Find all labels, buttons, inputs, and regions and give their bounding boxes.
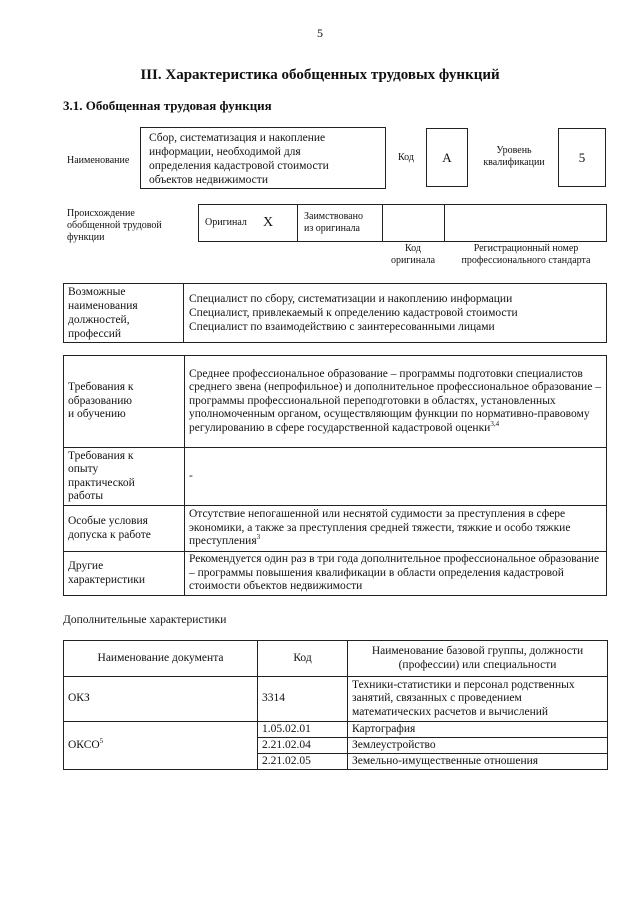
column-header: Наименование документа: [64, 641, 258, 677]
requirement-label: Другие характеристики: [64, 552, 185, 596]
positions-table: [63, 283, 607, 343]
position-item: Специалист по сбору, систематизации и накоплению информации: [189, 293, 513, 305]
original-cell: [198, 204, 298, 242]
page-number: 5: [317, 26, 323, 40]
level-value: 5: [578, 150, 586, 165]
table-row: [64, 677, 608, 722]
requirement-label: Требования к опыту практической работы: [64, 448, 185, 506]
footnote-ref: 3: [256, 533, 261, 542]
original-mark: X: [263, 215, 274, 230]
column-header: Код: [258, 641, 348, 677]
requirement-row: [64, 356, 607, 448]
position-item: Специалист по взаимодействию с заинтересованными лицами: [189, 321, 495, 333]
code-cell: 2.21.02.04: [258, 738, 348, 754]
code-cell: 2.21.02.05: [258, 754, 348, 770]
requirement-value: Рекомендуется один раз в три года дополнительное профессиональное образование – программы повышения квалификации в области определения кадастровой стоимости объектов недвижимости: [185, 552, 607, 596]
original-label: Оригинал: [205, 217, 247, 228]
additional-table: [63, 640, 608, 770]
requirement-label: Особые условия допуска к работе: [64, 506, 185, 552]
code-box: [426, 128, 468, 187]
doc-text: ОКСО: [68, 738, 100, 751]
subsection-title: 3.1. Обобщенная трудовая функция: [63, 98, 272, 113]
doc-cell: ОКЗ: [64, 677, 258, 722]
origin-label: Происхождение обобщенной трудовой функции: [67, 208, 162, 243]
footnote-ref: 5: [99, 736, 104, 745]
requirement-row: [64, 506, 607, 552]
code-cell: 1.05.02.01: [258, 722, 348, 738]
name-cell: Техники-статистики и персонал родственных занятий, связанных с проведением математических расчетов и вычислений: [348, 677, 608, 722]
requirement-value: [185, 506, 607, 552]
name-cell: Земельно-имущественные отношения: [348, 754, 608, 770]
table-row: [64, 722, 608, 738]
original-code-cell: [382, 204, 445, 242]
requirements-table: [63, 355, 607, 596]
level-box: [558, 128, 606, 187]
positions-label: Возможные наименования должностей, профессий: [68, 286, 138, 340]
name-cell: Картография: [348, 722, 608, 738]
requirement-text: Среднее профессиональное образование – программы подготовки специалистов среднего звена (непрофильное) и дополнительное профессиональное образование – программы профессиональной переподготовки в областях, установленных уполномоченным органом, осуществляющим функции по нормативно-правовому регулированию в сфере государственной кадастровой оценки: [189, 367, 601, 434]
borrowed-label: Заимствовано из оригинала: [304, 211, 363, 234]
name-value: Сбор, систематизация и накопление информации, необходимой для определения кадастровой стоимости объектов недвижимости: [149, 132, 329, 186]
positions-list: [189, 292, 603, 334]
section-title: III. Характеристика обобщенных трудовых функций: [140, 67, 500, 83]
level-label: Уровень квалификации: [483, 145, 545, 168]
additional-header-row: [64, 641, 608, 677]
requirement-value: -: [185, 448, 607, 506]
requirement-text: Отсутствие непогашенной или неснятой судимости за преступления в сфере экономики, а также за преступления средней тяжести, тяжкие и особо тяжкие преступления: [189, 508, 571, 548]
requirement-value: [185, 356, 607, 448]
requirement-row: [64, 448, 607, 506]
code-caption: Код оригинала: [390, 243, 436, 266]
position-item: Специалист, привлекаемый к определению кадастровой стоимости: [189, 307, 518, 319]
name-box: [140, 127, 386, 189]
borrowed-cell: [297, 204, 383, 242]
additional-title: Дополнительные характеристики: [63, 614, 227, 626]
reg-caption: Регистрационный номер профессионального стандарта: [461, 243, 591, 266]
requirement-row: [64, 552, 607, 596]
footnote-ref: 3,4: [490, 419, 500, 428]
positions-divider: [183, 284, 184, 342]
column-header: Наименование базовой группы, должности (профессии) или специальности: [348, 641, 608, 677]
name-label: Наименование: [67, 155, 130, 166]
code-value: А: [442, 150, 452, 165]
code-label: Код: [398, 152, 414, 163]
name-cell: Землеустройство: [348, 738, 608, 754]
requirement-label: Требования к образованию и обучению: [64, 356, 185, 448]
doc-cell: [64, 722, 258, 770]
reg-number-cell: [444, 204, 607, 242]
code-cell: 3314: [258, 677, 348, 722]
